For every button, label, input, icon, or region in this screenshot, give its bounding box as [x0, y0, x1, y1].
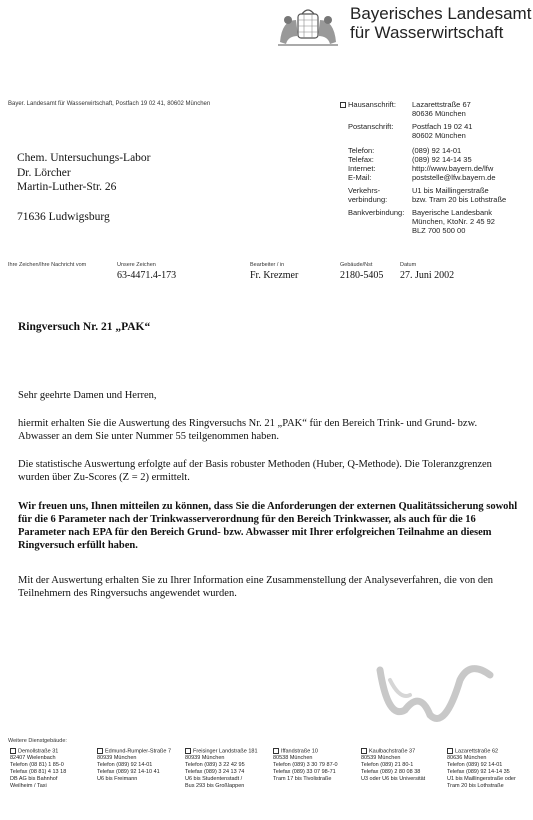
contact-block	[340, 100, 506, 235]
bank-line-2: München, KtoNr. 2 45 92	[412, 217, 495, 226]
bank-line-1: Bayerische Landesbank	[412, 208, 493, 217]
internet-link[interactable]: http://www.bayern.de/lfw	[412, 164, 494, 173]
paragraph-1: hiermit erhalten Sie die Auswertung des Ringversuchs Nr. 21 „PAK“ für den Bereich Trink- und Grund- bzw. Abwasser an dem Sie unter Nummer 55 teilgenommen haben.	[18, 418, 478, 442]
footer-column-1: Demollstraße 31 82407 Wielenbach Telefon (08 81) 1 85-0 Telefax (08 81) 4 13 18 DB AG bis Bahnhof Weilheim / Taxi	[10, 748, 67, 790]
hausanschrift-city: 80636 München	[412, 109, 466, 118]
your-ref-label: Ihre Zeichen/Ihre Nachricht vom	[8, 262, 87, 268]
phone-label: Gebäude/Nst	[340, 262, 373, 268]
handler-label: Bearbeiter / in	[250, 262, 285, 268]
hausanschrift-street: Lazarettstraße 67	[412, 100, 471, 109]
paragraph-3: Wir freuen uns, Ihnen mitteilen zu können, dass Sie die Anforderungen der externen Qualitätssicherung sowohl für die 6 Parameter nach der Trinkwasserverordnung für den Bereich Trinkwasser, als auch für die 16 Parameter nach EPA für den Bereich Grund- bzw. Abwasser mit Ihrer erfolgreichen Teilnahme an diesem Ringversuch erfüllt haben.	[18, 501, 518, 551]
postanschrift-city: 80602 München	[412, 131, 466, 140]
return-address-line: Bayer. Landesamt für Wasserwirtschaft, Postfach 19 02 41, 80602 München	[8, 101, 211, 107]
postanschrift-label: Postanschrift:	[348, 122, 394, 131]
verkehr-label-2: verbindung:	[348, 195, 388, 204]
paragraph-4: Mit der Auswertung erhalten Sie zu Ihrer Information eine Zusammenstellung der Analyseverfahren, die von den Teilnehmern des Ringversuchs angewendet wurden.	[18, 575, 493, 599]
verkehr-line-1: U1 bis Maillingerstraße	[412, 186, 489, 195]
authority-name-line2: für Wasserwirtschaft	[350, 23, 504, 42]
bank-line-3: BLZ 700 500 00	[412, 226, 466, 235]
our-ref-label: Unsere Zeichen	[117, 262, 156, 268]
verkehr-line-2: bzw. Tram 20 bis Lothstraße	[412, 195, 507, 204]
handler-value: Fr. Krezmer	[250, 270, 299, 281]
recipient-line-1: Chem. Untersuchungs-Labor	[17, 152, 151, 164]
checkbox-icon	[361, 748, 367, 754]
checkbox-icon	[340, 102, 346, 108]
authority-name-line1: Bayerisches Landesamt	[350, 4, 532, 23]
internet-label: Internet:	[348, 164, 376, 173]
date-value: 27. Juni 2002	[400, 270, 455, 281]
footer-column-2: Edmund-Rumpler-Straße 7 80939 München Telefon (089) 92 14-01 Telefax (089) 92 14-10 41 U6 bis Freimann	[97, 748, 172, 783]
recipient-address	[17, 151, 151, 224]
telefax-label: Telefax:	[348, 155, 374, 164]
authority-name	[350, 4, 531, 42]
email-link[interactable]: poststelle@lfw.bayern.de	[412, 173, 496, 182]
email-label: E-Mail:	[348, 173, 372, 182]
paragraph-2: Die statistische Auswertung erfolgte auf der Basis robuster Methoden (Huber, Q-Methode). Die Toleranzgrenzen wurden über Zu-Scores (Z = 2) ermittelt.	[18, 459, 492, 483]
bank-label: Bankverbindung:	[348, 208, 405, 217]
salutation: Sehr geehrte Damen und Herren,	[18, 390, 157, 401]
verkehr-label-1: Verkehrs-	[348, 186, 381, 195]
recipient-line-4: 71636 Ludwigsburg	[17, 210, 110, 223]
date-label: Datum	[400, 262, 417, 268]
recipient-line-3: Martin-Luther-Str. 26	[17, 181, 117, 193]
checkbox-icon	[10, 748, 16, 754]
bavarian-crest-logo	[276, 6, 340, 48]
checkbox-icon	[273, 748, 279, 754]
phone-value: 2180-5405	[340, 270, 384, 281]
hausanschrift-label: Hausanschrift:	[340, 100, 412, 118]
footer-column-4: Iffandstraße 10 80538 München Telefon (089) 3 30 79 87-0 Telefax (089) 33 07 98-71 Tram 17 bis Tivolistraße	[273, 748, 338, 783]
telefon-value: (089) 92 14-01	[412, 146, 462, 155]
telefax-value: (089) 92 14-14 35	[412, 155, 472, 164]
footer-column-3: Freisinger Landstraße 181 80939 München Telefon (089) 3 22 42 95 Telefax (089) 3 24 13 74 U6 bis Studentenstadt / Bus 293 bis Großlappen	[185, 748, 258, 790]
letter-subject: Ringversuch Nr. 21 „PAK“	[18, 321, 151, 333]
footer-column-5: Kaulbachstraße 37 80539 München Telefon (089) 21 80-1 Telefax (089) 2 80 08 38 U3 oder U6 bis Universität	[361, 748, 426, 783]
checkbox-icon	[97, 748, 103, 754]
our-ref-value: 63-4471.4-173	[117, 270, 177, 281]
telefon-label: Telefon:	[348, 146, 375, 155]
postanschrift-box: Postfach 19 02 41	[412, 122, 473, 131]
footer-heading: Weitere Dienstgebäude:	[8, 738, 67, 744]
footer-column-6: Lazarettstraße 62 80636 München Telefon (089) 92 14-01 Telefax (089) 92 14-14 35 U1 bis Maillingerstraße oder Tram 20 bis Lothstraße	[447, 748, 516, 790]
checkbox-icon	[447, 748, 453, 754]
recipient-line-2: Dr. Lörcher	[17, 166, 71, 179]
signature-mark	[360, 640, 510, 740]
checkbox-icon	[185, 748, 191, 754]
